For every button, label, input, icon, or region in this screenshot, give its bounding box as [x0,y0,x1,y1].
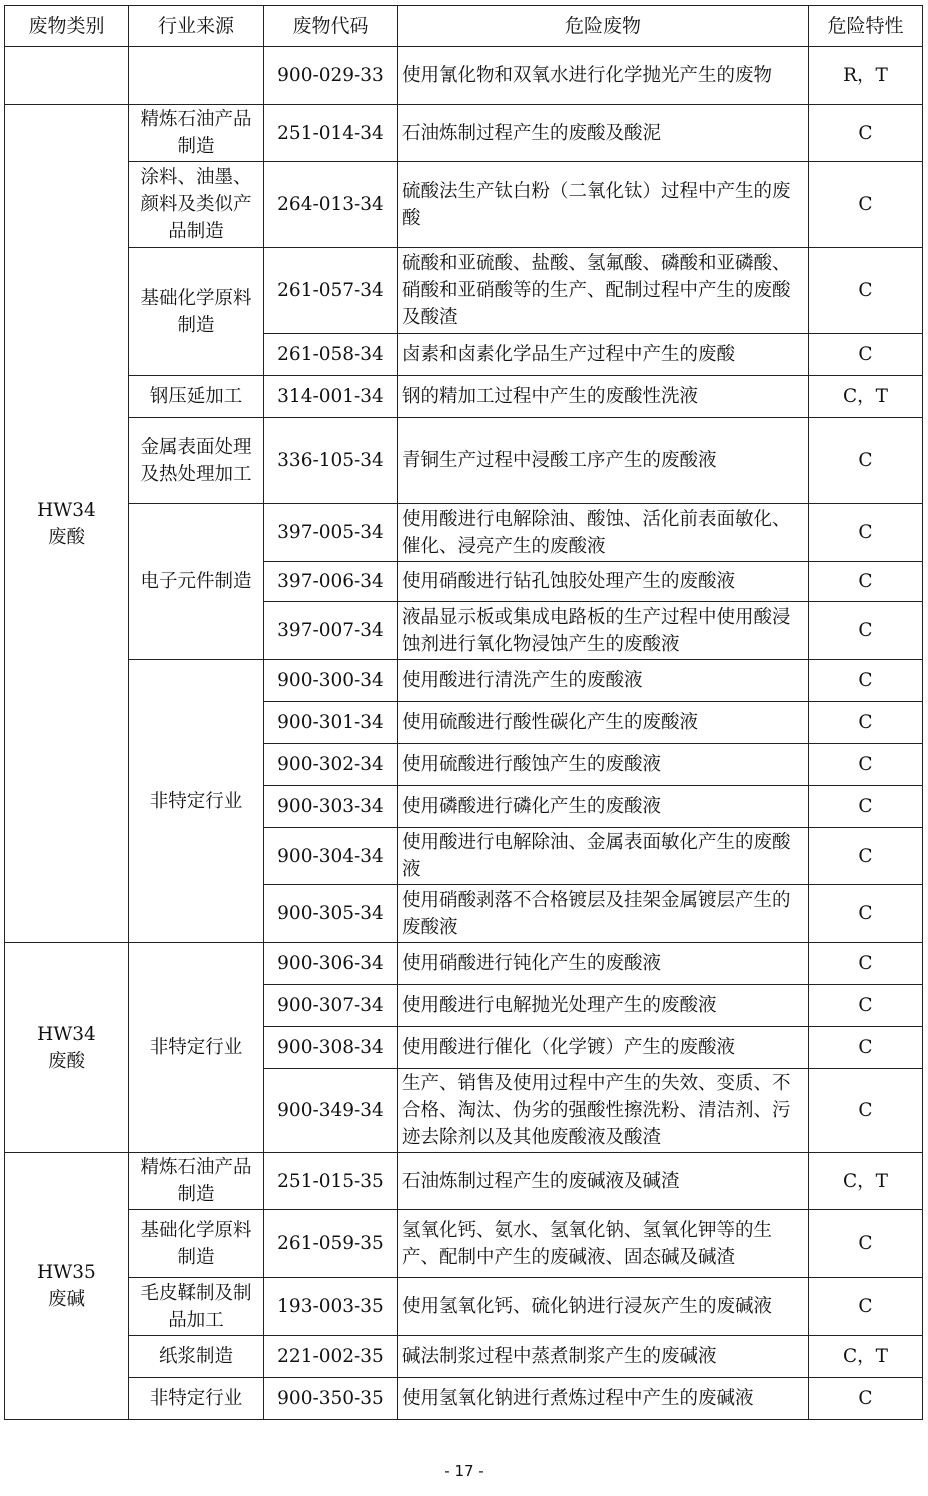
waste-code: 900-302-34 [264,744,398,786]
waste-code: 900-305-34 [264,885,398,943]
industry-cell: 金属表面处理及热处理加工 [129,418,264,504]
waste-code: 900-301-34 [264,702,398,744]
hazard-property: C [809,1027,923,1069]
table-row [5,660,923,702]
category-cell: HW35 废碱 [5,1153,129,1420]
waste-description: 使用硝酸进行钻孔蚀胶处理产生的废酸液 [398,562,809,602]
waste-description: 使用氢氧化钙、硫化钠进行浸灰产生的废碱液 [398,1278,809,1336]
header-code: 废物代码 [264,6,398,47]
hazard-property: C [809,1069,923,1153]
waste-code: 900-303-34 [264,786,398,828]
waste-description: 石油炼制过程产生的废碱液及碱渣 [398,1153,809,1210]
waste-description: 钢的精加工过程中产生的废酸性洗液 [398,376,809,418]
hazardous-waste-table [4,5,923,1420]
waste-description: 使用氰化物和双氧水进行化学抛光产生的废物 [398,47,809,105]
table-row [5,162,923,248]
table-header-row [5,6,923,47]
table-row [5,418,923,504]
category-cell: HW34 废酸 [5,105,129,943]
hazard-property: C [809,562,923,602]
waste-description: 使用磷酸进行磷化产生的废酸液 [398,786,809,828]
hazard-property: C [809,943,923,985]
industry-cell: 非特定行业 [129,660,264,943]
hazard-property: C [809,786,923,828]
header-property: 危险特性 [809,6,923,47]
hazard-property: C [809,602,923,660]
industry-cell: 纸浆制造 [129,1336,264,1378]
waste-description: 氢氧化钙、氨水、氢氧化钠、氢氧化钾等的生产、配制中产生的废碱液、固态碱及碱渣 [398,1210,809,1278]
waste-description: 硫酸法生产钛白粉（二氧化钛）过程中产生的废酸 [398,162,809,248]
industry-cell: 非特定行业 [129,1378,264,1420]
waste-code: 193-003-35 [264,1278,398,1336]
waste-description: 使用氢氧化钠进行煮炼过程中产生的废碱液 [398,1378,809,1420]
industry-cell: 毛皮鞣制及制品加工 [129,1278,264,1336]
hazard-property: C，T [809,1336,923,1378]
waste-description: 使用硫酸进行酸性碳化产生的废酸液 [398,702,809,744]
hazard-property: C，T [809,376,923,418]
waste-description: 使用硫酸进行酸蚀产生的废酸液 [398,744,809,786]
category-cell: HW34 废酸 [5,943,129,1153]
header-waste: 危险废物 [398,6,809,47]
table-row [5,1278,923,1336]
waste-description: 使用酸进行电解抛光处理产生的废酸液 [398,985,809,1027]
industry-cell: 精炼石油产品制造 [129,105,264,162]
waste-code: 251-015-35 [264,1153,398,1210]
waste-code: 261-059-35 [264,1210,398,1278]
waste-description: 使用酸进行电解除油、酸蚀、活化前表面敏化、催化、浸亮产生的废酸液 [398,504,809,562]
hazard-property: C [809,248,923,334]
waste-code: 900-300-34 [264,660,398,702]
waste-code: 336-105-34 [264,418,398,504]
waste-code: 900-304-34 [264,828,398,885]
header-industry: 行业来源 [129,6,264,47]
waste-description: 使用酸进行催化（化学镀）产生的废酸液 [398,1027,809,1069]
hazard-property: C [809,418,923,504]
waste-code: 900-349-34 [264,1069,398,1153]
waste-code: 221-002-35 [264,1336,398,1378]
waste-description: 青铜生产过程中浸酸工序产生的废酸液 [398,418,809,504]
hazard-property: C [809,744,923,786]
table-row [5,376,923,418]
waste-code: 397-007-34 [264,602,398,660]
hazard-property: C [809,885,923,943]
waste-description: 使用酸进行清洗产生的废酸液 [398,660,809,702]
waste-code: 251-014-34 [264,105,398,162]
hazard-property: C [809,162,923,248]
hazard-property: R，T [809,47,923,105]
hazard-property: C [809,1278,923,1336]
hazard-property: C [809,828,923,885]
waste-description: 碱法制浆过程中蒸煮制浆产生的废碱液 [398,1336,809,1378]
hazard-property: C [809,504,923,562]
waste-description: 使用硝酸进行钝化产生的废酸液 [398,943,809,985]
waste-code: 900-029-33 [264,47,398,105]
hazard-property: C [809,1378,923,1420]
hazard-property: C [809,660,923,702]
waste-description: 生产、销售及使用过程中产生的失效、变质、不合格、淘汰、伪劣的强酸性擦洗粉、清洁剂、污迹去除剂以及其他废酸液及酸渣 [398,1069,809,1153]
waste-code: 900-308-34 [264,1027,398,1069]
industry-cell: 精炼石油产品制造 [129,1153,264,1210]
table-row [5,943,923,985]
hazard-property: C [809,985,923,1027]
table-row [5,47,923,105]
industry-cell: 涂料、油墨、颜料及类似产品制造 [129,162,264,248]
waste-code: 261-057-34 [264,248,398,334]
waste-code: 900-306-34 [264,943,398,985]
waste-description: 卤素和卤素化学品生产过程中产生的废酸 [398,334,809,376]
waste-description: 使用硝酸剥落不合格镀层及挂架金属镀层产生的废酸液 [398,885,809,943]
header-category: 废物类别 [5,6,129,47]
waste-code: 261-058-34 [264,334,398,376]
page-number: - 17 - [444,1462,484,1480]
waste-description: 使用酸进行电解除油、金属表面敏化产生的废酸液 [398,828,809,885]
hazard-property: C，T [809,1153,923,1210]
table-row [5,1153,923,1210]
hazard-property: C [809,1210,923,1278]
industry-cell: 基础化学原料制造 [129,248,264,376]
table-row [5,1336,923,1378]
table-row [5,105,923,162]
hazard-property: C [809,702,923,744]
waste-code: 314-001-34 [264,376,398,418]
waste-code: 900-307-34 [264,985,398,1027]
hazard-property: C [809,334,923,376]
waste-code: 900-350-35 [264,1378,398,1420]
table-row [5,504,923,562]
waste-code: 264-013-34 [264,162,398,248]
table-row [5,248,923,334]
hazard-property: C [809,105,923,162]
table-row [5,1378,923,1420]
category-cell-empty [5,47,129,105]
industry-cell: 电子元件制造 [129,504,264,660]
waste-description: 液晶显示板或集成电路板的生产过程中使用酸浸蚀剂进行氧化物浸蚀产生的废酸液 [398,602,809,660]
waste-description: 硫酸和亚硫酸、盐酸、氢氟酸、磷酸和亚磷酸、硝酸和亚硝酸等的生产、配制过程中产生的废酸及酸渣 [398,248,809,334]
waste-description: 石油炼制过程产生的废酸及酸泥 [398,105,809,162]
industry-cell: 钢压延加工 [129,376,264,418]
industry-cell: 基础化学原料制造 [129,1210,264,1278]
table-row [5,1210,923,1278]
waste-code: 397-006-34 [264,562,398,602]
waste-code: 397-005-34 [264,504,398,562]
industry-cell: 非特定行业 [129,943,264,1153]
industry-cell-empty [129,47,264,105]
